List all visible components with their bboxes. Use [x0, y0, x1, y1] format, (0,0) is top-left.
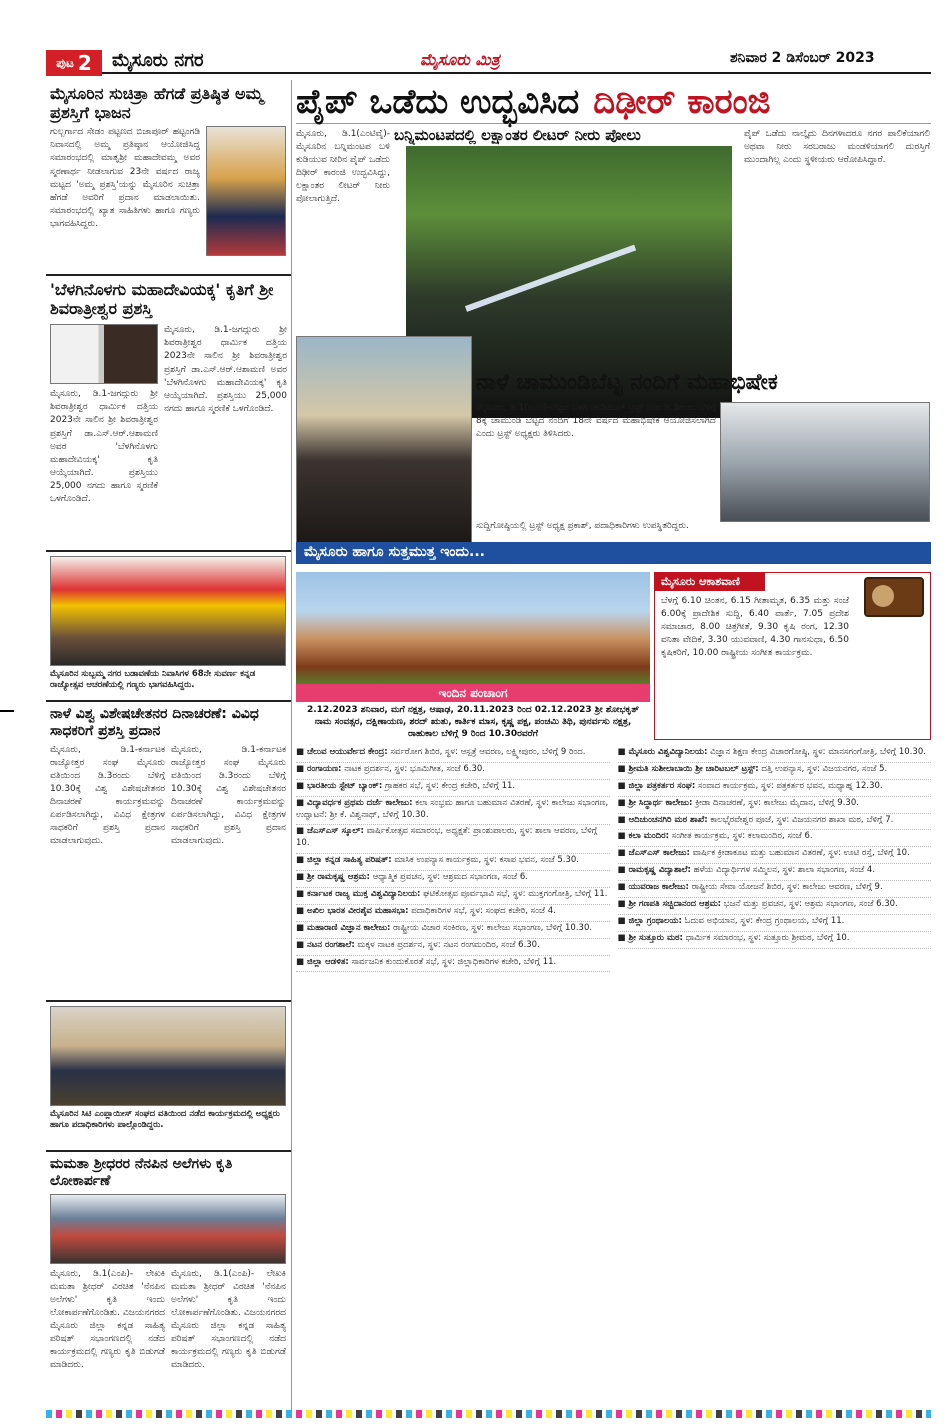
left-column — [46, 80, 292, 1410]
panchanga-text: 2.12.2023 ಶನಿವಾರ, ಮಗೆ ನಕ್ಷತ್ರ, ಆಷಾಢ, 20.11.2023 ರಿಂದ 02.12.2023 ಶ್ರೀ ಶೋಭಕೃತ್ ನಾಮ ಸಂವತ್ಸರ, ದಕ್ಷಿಣಾಯಣ, ಶರದ್ ಋತು, ಕಾರ್ತಿಕ ಮಾಸ, ಕೃಷ್ಣ ಪಕ್ಷ, ಪಂಚಮಿ ತಿಥಿ, ಪುನರ್ವಸು ನಕ್ಷತ್ರ, ರಾಹುಕಾಲ ಬೆಳಿಗ್ಗೆ 9 ರಿಂದ 10.30ರವರೆಗೆ — [306, 705, 640, 740]
event-organiser: ■ ಶ್ರೀಮತಿ ಸುಶೀಲಾಬಾಯಿ ಶ್ರೀ ಚಾರಿಟಬಲ್ ಟ್ರಸ್ಟ್: — [617, 763, 759, 774]
event-organiser: ■ ಶ್ರೀ ಸಿದ್ಧಾರ್ಥ ಕಾಲೇಜು: — [617, 797, 693, 808]
event-organiser: ■ ನಟನ ರಂಗಶಾಲೆ: — [296, 939, 355, 950]
story-book-release — [46, 1152, 291, 1412]
event-details: ಘಟಿಕೋತ್ಸವ ಪೂರ್ವಭಾವಿ ಸಭೆ, ಸ್ಥಳ: ಮುಕ್ತಗಂಗೋತ್ರಿ, ಬೆಳಿಗ್ಗೆ 11. — [423, 889, 608, 900]
event-item — [618, 915, 932, 932]
event-item — [296, 871, 610, 888]
event-details: ಮಾಸಿಕ ಉಪನ್ಯಾಸ ಕಾರ್ಯಕ್ರಮ, ಸ್ಥಳ: ಕಸಾಪ ಭವನ, ಸಂಜೆ 5.30. — [394, 855, 579, 866]
event-item — [618, 881, 932, 898]
story-body-continued: ಮೈಸೂರು, ಡಿ.1-ಜಗದ್ಗುರು ಶ್ರೀ ಶಿವರಾತ್ರೀಶ್ವರ ಧಾರ್ಮಿಕ ದತ್ತಿಯ 2023ನೇ ಸಾಲಿನ ಶ್ರೀ ಶಿವರಾತ್ರೀಶ್ವರ ಪ್ರಶಸ್ತಿಗೆ ಡಾ.ಎಸ್.ಆರ್.ಆಶಾಮಣಿ ಅವರ 'ಬೆಳಗಿನೊಳಗು ಮಹಾದೇವಿಯಕ್ಕ' ಕೃತಿ ಆಯ್ಕೆಯಾಗಿದೆ. ಪ್ರಶಸ್ತಿಯು 25,000 ನಗದು ಹಾಗೂ ಸ್ಮರಣಿಕೆ ಒಳಗೊಂಡಿದೆ. — [164, 325, 287, 414]
events-right-column — [618, 746, 932, 1396]
print-registration-strip — [46, 1410, 931, 1418]
lead-body: ಮೈಸೂರು, ಡಿ.1(ಎಂಟಿವೈ)- ಮೈಸೂರಿನ ಬನ್ನಿಮಂಟಪ ಬಳಿ ಕುಡಿಯುವ ನೀರಿನ ಪೈಪ್ ಒಡೆದು ದಿಢೀರ್ ಕಾರಂಜಿ ಉದ್ಭವಿಸಿದ್ದು, ಲಕ್ಷಾಂತರ ಲೀಟರ್ ನೀರು ಪೋಲಾಗುತ್ತಿದೆ. — [296, 129, 390, 205]
story-amma-award — [46, 80, 291, 276]
photo-caption: ಮೈಸೂರಿನ ಸಿಟಿ ಎಂಪ್ಲಾಯೀಸ್ ಸಂಘದ ವತಿಯಿಂದ ನಡೆದ ಕಾರ್ಯಕ್ರಮದಲ್ಲಿ ಅಧ್ಯಕ್ಷರು ಹಾಗೂ ಪದಾಧಿಕಾರಿಗಳು ಪಾಲ್ಗೊಂಡಿದ್ದರು. — [50, 1109, 280, 1131]
page-top-strip — [0, 0, 945, 6]
event-item — [296, 746, 610, 763]
event-details: ವಾರ್ಷಿಕೋತ್ಸವ ಸಮಾರಂಭ, ಅಧ್ಯಕ್ಷತೆ: ಪ್ರಾಂಶುಪಾಲರು, ಸ್ಥಳ: ಶಾಲಾ ಆವರಣ, ಬೆಳಿಗ್ಗೆ 10. — [296, 826, 598, 849]
event-details: ಪದಾಧಿಕಾರಿಗಳ ಸಭೆ, ಸ್ಥಳ: ಸಂಘದ ಕಚೇರಿ, ಸಂಜೆ 4. — [411, 905, 556, 916]
event-details: ವಾರ್ಷಿಕ ಕ್ರೀಡಾಕೂಟ ಮತ್ತು ಬಹುಮಾನ ವಿತರಣೆ, ಸ್ಥಳ: ಊಟಿ ರಸ್ತೆ, ಬೆಳಿಗ್ಗೆ 10. — [692, 848, 910, 859]
event-details: ವಿಜ್ಞಾನ ಶಿಕ್ಷಣ ಕೇಂದ್ರ ವಿಚಾರಗೋಷ್ಠಿ, ಸ್ಥಳ: ಮಾನಸಗಂಗೋತ್ರಿ, ಬೆಳಿಗ್ಗೆ 10.30. — [710, 747, 926, 757]
story-headline: 'ಬೆಳಗಿನೊಳಗು ಮಹಾದೇವಿಯಕ್ಕ' ಕೃತಿಗೆ ಶ್ರೀ ಶಿವರಾತ್ರೀಶ್ವರ ಪ್ರಶಸ್ತಿ — [50, 280, 274, 319]
book-release-photo — [50, 1194, 286, 1264]
event-item — [296, 780, 610, 797]
event-details: ದತ್ತಿ ಉಪನ್ಯಾಸ, ಸ್ಥಳ: ವಿಜಯನಗರ, ಸಂಜೆ 5. — [761, 763, 888, 774]
events-left-column — [296, 746, 610, 1396]
event-item — [296, 854, 610, 871]
photo-story-employees — [46, 1002, 291, 1152]
event-details: ಕ್ರೀಡಾ ದಿನಾಚರಣೆ, ಸ್ಥಳ: ಕಾಲೇಜು ಮೈದಾನ, ಬೆಳಿಗ್ಗೆ 9.30. — [695, 797, 859, 808]
event-item — [618, 932, 932, 949]
story-body: ಮೈಸೂರು, ಡಿ.1(ಎಂಪಿ)- ಲೇಖಕಿ ಮಮತಾ ಶ್ರೀಧರ್ ವಿರಚಿತ 'ನೆನಪಿನ ಅಲೆಗಳು' ಕೃತಿ ಇಂದು ಲೋಕಾರ್ಪಣೆಗೊಂಡಿತು. ವಿಜಯನಗರದ ಮೈಸೂರು ಜಿಲ್ಲಾ ಕನ್ನಡ ಸಾಹಿತ್ಯ ಪರಿಷತ್ ಸಭಾಂಗಣದಲ್ಲಿ ನಡೆದ ಕಾರ್ಯಕ್ರಮದಲ್ಲಿ ಗಣ್ಯರು ಕೃತಿ ಬಿಡುಗಡೆ ಮಾಡಿದರು. — [50, 1268, 165, 1370]
nandi-bottom-text: ಸುದ್ದಿಗೋಷ್ಠಿಯಲ್ಲಿ ಟ್ರಸ್ಟ್ ಅಧ್ಯಕ್ಷ ಪ್ರಕಾಶ್, ಪದಾಧಿಕಾರಿಗಳು ಉಪಸ್ಥಿತರಿದ್ದರು. — [476, 521, 689, 531]
section-title: ಮೈಸೂರು ನಗರ — [112, 50, 204, 71]
story-body: ಗುಲ್ಬರ್ಗಾದ ಸೇಡಂ ಪಟ್ಟಣದ ಬಿಜಾಪೂರ್ ಹಟ್ಟಂಗಡಿ ನಿವಾಸದಲ್ಲಿ ಅಮ್ಮ ಪ್ರತಿಷ್ಠಾನ ಆಯೋಜಿಸಿದ್ದ ಸಮಾರಂಭದಲ್ಲಿ ಮಾತೃಶ್ರೀ ಮಹಾದೇವಮ್ಮ ಅವರ ಸ್ಮರಣಾರ್ಥ ನೀಡಲಾಗುವ 23ನೇ ವರ್ಷದ ರಾಜ್ಯ ಮಟ್ಟದ 'ಅಮ್ಮ ಪ್ರಶಸ್ತಿ'ಯನ್ನು ಮೈಸೂರಿನ ಸುಚಿತ್ರಾ ಹೆಗಡೆ ಅವರಿಗೆ ಪ್ರದಾನ ಮಾಡಲಾಯಿತು. ಸಮಾರಂಭದಲ್ಲಿ ಖ್ಯಾತ ಸಾಹಿತಿಗಳು ಹಾಗೂ ಗಣ್ಯರು ಭಾಗವಹಿಸಿದ್ದರು. — [50, 127, 200, 229]
event-item — [296, 956, 610, 973]
story-shivaratri-award — [46, 276, 291, 552]
nandi-statue-photo — [296, 336, 472, 562]
event-organiser: ■ ಶ್ರೀ ಸುತ್ತೂರು ಮಠ: — [617, 932, 683, 943]
events-listing — [296, 746, 931, 1396]
event-item — [618, 763, 932, 780]
story-headline: ಮೈಸೂರಿನ ಸುಚಿತ್ರಾ ಹೆಗಡೆ ಪ್ರತಿಷ್ಠಿತ ಅಮ್ಮ ಪ್ರಶಸ್ತಿಗೆ ಭಾಜನ — [50, 84, 263, 123]
event-organiser: ■ ಜೆಎಸ್‌ಎಸ್ ಕಾಲೇಜು: — [617, 848, 690, 859]
event-organiser: ■ ಜಿಲ್ಲಾ ಕನ್ನಡ ಸಾಹಿತ್ಯ ಪರಿಷತ್: — [296, 855, 392, 866]
nandi-headline: ನಾಳೆ ಚಾಮುಂಡಿಬೆಟ್ಟ ನಂದಿಗೆ ಮಹಾಭಿಷೇಕ — [476, 370, 778, 395]
water-jet — [465, 245, 636, 312]
event-organiser: ■ ಶ್ರೀ ರಾಮಕೃಷ್ಣ ಆಶ್ರಮ: — [296, 872, 370, 883]
lead-subheadline: ಬನ್ನಿಮಂಟಪದಲ್ಲಿ ಲಕ್ಷಾಂತರ ಲೀಟರ್ ನೀರು ಪೋಲು — [394, 126, 641, 144]
event-details: ಕಲಾ ಸಂಭ್ರಮ ಹಾಗೂ ಬಹುಮಾನ ವಿತರಣೆ, ಸ್ಥಳ: ಕಾಲೇಜು ಸಭಾಂಗಣ, ಉದ್ಘಾಟನೆ: ಶ್ರೀ ಕೆ. ವಿಶ್ವನಾಥ್, ಬೆಳಿಗ್ಗೆ 10.30. — [296, 797, 609, 820]
event-details: ಓದುವ ಅಭಿಯಾನ, ಸ್ಥಳ: ಕೇಂದ್ರ ಗ್ರಂಥಾಲಯ, ಬೆಳಿಗ್ಗೆ 11. — [684, 915, 845, 926]
event-item — [618, 898, 932, 915]
event-details: ನಾಟಕ ಪ್ರದರ್ಶನ, ಸ್ಥಳ: ಭೂಮಿಗೀತ, ಸಂಜೆ 6.30. — [344, 763, 485, 774]
page-number: 2 — [77, 51, 92, 75]
rajyotsava-photo — [50, 556, 286, 666]
event-item — [296, 797, 610, 826]
story-disabled-day — [46, 702, 291, 1002]
event-item — [618, 746, 932, 763]
event-organiser: ■ ಜಿಲ್ಲಾ ಪತ್ರಕರ್ತರ ಸಂಘ: — [617, 780, 696, 791]
event-organiser: ■ ರಂಗಾಯಣ: — [296, 763, 342, 774]
event-details: ಕಾಲಭೈರವೇಶ್ವರ ಪೂಜೆ, ಸ್ಥಳ: ವಿಜಯನಗರ ಶಾಖಾ ಮಠ, ಬೆಳಿಗ್ಗೆ 7. — [710, 814, 894, 825]
event-organiser: ■ ಮೈಸೂರು ವಿಶ್ವವಿದ್ಯಾನಿಲಯ: — [617, 747, 708, 757]
nandi-bottom — [476, 520, 930, 542]
radio-schedule-box — [654, 572, 931, 740]
issue-date: ಶನಿವಾರ 2 ಡಿಸೆಂಬರ್ 2023 — [730, 50, 875, 66]
event-organiser: ■ ವಿದ್ಯಾವರ್ಧಕ ಪ್ರಥಮ ದರ್ಜೆ ಕಾಲೇಜು: — [296, 797, 413, 808]
story-body-continued: ಮೈಸೂರು, ಡಿ.1-ಕರ್ನಾಟಕ ರಾಜ್ಯೋತ್ತರ ಸಂಘ ಮೈಸೂರು ವತಿಯಿಂದ ಡಿ.3ರಂದು ಬೆಳಿಗ್ಗೆ 10.30ಕ್ಕೆ ವಿಶ್ವ ವಿಶೇಷಚೇತನರ ದಿನಾಚರಣೆ ಕಾರ್ಯಕ್ರಮವನ್ನು ಏರ್ಪಡಿಸಲಾಗಿದ್ದು, ವಿವಿಧ ಕ್ಷೇತ್ರಗಳ ಸಾಧಕರಿಗೆ ಪ್ರಶಸ್ತಿ ಪ್ರದಾನ ಮಾಡಲಾಗುವುದು. — [171, 744, 286, 846]
event-item — [618, 864, 932, 881]
event-organiser: ■ ಕಲಾ ಮಂದಿರ: — [617, 831, 670, 842]
today-band: ಮೈಸೂರು ಹಾಗೂ ಸುತ್ತಮುತ್ತ ಇಂದು... — [296, 542, 931, 564]
story-body: ಮೈಸೂರು, ಡಿ.1-ಕರ್ನಾಟಕ ರಾಜ್ಯೋತ್ತರ ಸಂಘ ಮೈಸೂರು ವತಿಯಿಂದ ಡಿ.3ರಂದು ಬೆಳಿಗ್ಗೆ 10.30ಕ್ಕೆ ವಿಶ್ವ ವಿಶೇಷಚೇತನರ ದಿನಾಚರಣೆ ಕಾರ್ಯಕ್ರಮವನ್ನು ಏರ್ಪಡಿಸಲಾಗಿದ್ದು, ವಿವಿಧ ಕ್ಷೇತ್ರಗಳ ಸಾಧಕರಿಗೆ ಪ್ರಶಸ್ತಿ ಪ್ರದಾನ ಮಾಡಲಾಗುವುದು. — [50, 744, 165, 846]
radio-title: ಮೈಸೂರು ಆಕಾಶವಾಣಿ — [655, 573, 765, 591]
event-organiser: ■ ಶ್ರೀ ಗಣಪತಿ ಸಚ್ಚಿದಾನಂದ ಆಶ್ರಮ: — [617, 899, 722, 910]
event-organiser: ■ ಭಾರತೀಯ ಸ್ಟೇಟ್ ಬ್ಯಾಂಕ್: — [296, 780, 383, 791]
event-details: ಧಾರ್ಮಿಕ ಸಮಾರಂಭ, ಸ್ಥಳ: ಸುತ್ತೂರು ಶ್ರೀಮಠ, ಬೆಳಿಗ್ಗೆ 10. — [685, 932, 850, 943]
page-label: ಪುಟ — [56, 55, 74, 70]
event-item — [618, 847, 932, 864]
event-details: ಆಧ್ಯಾತ್ಮಿಕ ಪ್ರವಚನ, ಸ್ಥಳ: ಆಶ್ರಮದ ಸಭಾಂಗಣ, ಸಂಜೆ 6. — [372, 872, 528, 883]
radio-icon — [864, 577, 924, 617]
event-details: ರಾಷ್ಟ್ರೀಯ ಸೇವಾ ಯೋಜನೆ ಶಿಬಿರ, ಸ್ಥಳ: ಕಾಲೇಜು ಆವರಣ, ಬೆಳಿಗ್ಗೆ 9. — [691, 882, 883, 893]
event-item — [618, 797, 932, 814]
event-organiser: ■ ಯುವರಾಜ ಕಾಲೇಜು: — [617, 882, 689, 893]
panchanga-title: ಇಂದಿನ ಪಂಚಾಂಗ — [296, 684, 650, 702]
event-details: ರಾಷ್ಟ್ರೀಯ ವಿಚಾರ ಸಂಕಿರಣ, ಸ್ಥಳ: ಕಾಲೇಜು ಸಭಾಂಗಣ, ಬೆಳಿಗ್ಗೆ 10.30. — [393, 922, 593, 933]
story-body-continued: ಮೈಸೂರು, ಡಿ.1(ಎಂಪಿ)- ಲೇಖಕಿ ಮಮತಾ ಶ್ರೀಧರ್ ವಿರಚಿತ 'ನೆನಪಿನ ಅಲೆಗಳು' ಕೃತಿ ಇಂದು ಲೋಕಾರ್ಪಣೆಗೊಂಡಿತು. ವಿಜಯನಗರದ ಮೈಸೂರು ಜಿಲ್ಲಾ ಕನ್ನಡ ಸಾಹಿತ್ಯ ಪರಿಷತ್ ಸಭಾಂಗಣದಲ್ಲಿ ನಡೆದ ಕಾರ್ಯಕ್ರಮದಲ್ಲಿ ಗಣ್ಯರು ಕೃತಿ ಬಿಡುಗಡೆ ಮಾಡಿದರು. — [171, 1268, 286, 1370]
event-details: ಮಕ್ಕಳ ನಾಟಕ ಪ್ರದರ್ಶನ, ಸ್ಥಳ: ನಟನ ರಂಗಮಂದಿರ, ಸಂಜೆ 6.30. — [357, 939, 540, 950]
event-item — [296, 905, 610, 922]
event-details: ಹಳೆಯ ವಿದ್ಯಾರ್ಥಿಗಳ ಸಮ್ಮಿಲನ, ಸ್ಥಳ: ಶಾಲಾ ಸಭಾಂಗಣ, ಸಂಜೆ 4. — [693, 865, 876, 876]
award-photo — [206, 126, 286, 256]
nandi-body — [476, 402, 716, 532]
nandi-body-text: ಮೈಸೂರು, ಡಿ.1(ಪಿಎಂ)-ಬೆಟ್ಟದ ಬಳಗ ಚಾರಿಟಬಲ್ ಟ್ರಸ್ಟ್ ನಿಂದ ಡಿ.3ರಂದು ಬೆಳಿಗ್ಗೆ 8ಕ್ಕೆ ಚಾಮುಂಡಿ ಬೆಟ್ಟದ ನಂದಿಗೆ 18ನೇ ವರ್ಷದ ಮಹಾಭಿಷೇಕ ಆಯೋಜಿಸಲಾಗಿದೆ ಎಂದು ಟ್ರಸ್ಟ್ ಅಧ್ಯಕ್ಷರು ತಿಳಿಸಿದರು. — [476, 403, 716, 440]
event-organiser: ■ ಚೆಲುವ ಆಯುರ್ವೇದ ಕೇಂದ್ರ: — [296, 747, 388, 757]
event-item — [296, 939, 610, 956]
event-details: ಗ್ರಾಹಕರ ಸಭೆ, ಸ್ಥಳ: ಕೇಂದ್ರ ಕಚೇರಿ, ಬೆಳಿಗ್ಗೆ 11. — [384, 780, 516, 791]
photo-story-rajyotsava — [46, 552, 291, 702]
event-organiser: ■ ಜಿಲ್ಲಾ ಆಡಳಿತ: — [296, 956, 349, 967]
lead-headline-part1: ಪೈಪ್ ಒಡೆದು ಉದ್ಭವಿಸಿದ — [296, 81, 580, 122]
mysore-palace-photo — [296, 572, 650, 684]
event-organiser: ■ ಆದಿಚುಂಚನಗಿರಿ ಮಠ ಶಾಖೆ: — [617, 814, 708, 825]
event-item — [296, 763, 610, 780]
event-organiser: ■ ರಾಮಕೃಷ್ಣ ವಿದ್ಯಾಶಾಲೆ: — [617, 865, 691, 876]
main-area — [296, 80, 931, 1410]
photo-caption: ಮೈಸೂರಿನ ಸುಬ್ಬಮ್ಮ ನಗರ ಬಡಾವಣೆಯ ನಿವಾಸಿಗಳ 68ನೇ ಸುವರ್ಣ ಕನ್ನಡ ರಾಜ್ಯೋತ್ಸವ ಆಚರಣೆಯಲ್ಲಿ ಗಣ್ಯರು ಭಾಗವಹಿಸಿದ್ದರು. — [50, 669, 256, 691]
event-organiser: ■ ಜಿಲ್ಲಾ ಗ್ರಂಥಾಲಯ: — [617, 915, 682, 926]
event-organiser: ■ ಅಖಿಲ ಭಾರತ ವೀರಶೈವ ಮಹಾಸಭಾ: — [296, 905, 409, 916]
employees-photo — [50, 1006, 286, 1106]
page-badge — [46, 50, 102, 76]
author-photo — [50, 324, 158, 384]
event-details: ಸರ್ವರೋಗ ಶಿಬಿರ, ಸ್ಥಳ: ಆಸ್ಪತ್ರೆ ಆವರಣ, ಲಕ್ಷ್ಮೀಪುರಂ, ಬೆಳಿಗ್ಗೆ 9 ರಿಂದ. — [390, 747, 586, 757]
event-details: ಭಜನೆ ಮತ್ತು ಪ್ರವಚನ, ಸ್ಥಳ: ಆಶ್ರಮ ಸಭಾಂಗಣ, ಸಂಜೆ 6.30. — [723, 899, 898, 910]
event-organiser: ■ ಜೆಎಸ್‌ಎಸ್ ಸ್ಕೂಲ್: — [296, 826, 364, 837]
event-details: ಸಂವಾದ ಕಾರ್ಯಕ್ರಮ, ಸ್ಥಳ: ಪತ್ರಕರ್ತರ ಭವನ, ಮಧ್ಯಾಹ್ನ 12.30. — [697, 780, 883, 791]
press-meet-photo — [720, 402, 930, 522]
event-item — [618, 780, 932, 797]
event-item — [296, 922, 610, 939]
event-details: ಸಾರ್ವಜನಿಕ ಕುಂದುಕೊರತೆ ಸಭೆ, ಸ್ಥಳ: ಜಿಲ್ಲಾಧಿಕಾರಿಗಳ ಕಚೇರಿ, ಬೆಳಿಗ್ಗೆ 11. — [351, 956, 557, 967]
event-organiser: ■ ಮಹಾರಾಣಿ ವಿಜ್ಞಾನ ಕಾಲೇಜು: — [296, 922, 391, 933]
event-item — [618, 830, 932, 847]
radio-text: ಬೆಳಗ್ಗೆ 6.10 ಚಿಂತನ, 6.15 ಗೀತಾಮೃತ, 6.35 ಮತ್ತು ಸಂಜೆ 6.00ಕ್ಕೆ ಪ್ರಾದೇಶಿಕ ಸುದ್ದಿ, 6.40 ವಾರ್ತೆ, 7.05 ಪ್ರದೇಶ ಸಮಾಚಾರ, 8.00 ಚಿತ್ರಗೀತೆ, 9.30 ಕೃಷಿ ರಂಗ, 12.30 ವನಿತಾ ವೇದಿಕೆ, 3.30 ಯುವವಾಣಿ, 4.30 ಗಾನಸುಧಾ, 6.50 ಕೃಷಿಕರಿಗೆ, 10.00 ರಾಷ್ಟ್ರೀಯ ಸಂಗೀತ ಕಾರ್ಯಕ್ರಮ. — [661, 596, 849, 659]
event-details: ಸಂಗೀತ ಕಾರ್ಯಕ್ರಮ, ಸ್ಥಳ: ಕಲಾಮಂದಿರ, ಸಂಜೆ 6. — [671, 831, 813, 842]
story-headline: ನಾಳೆ ವಿಶ್ವ ವಿಶೇಷಚೇತನರ ದಿನಾಚರಣೆ: ವಿವಿಧ ಸಾಧಕರಿಗೆ ಪ್ರಶಸ್ತಿ ಪ್ರದಾನ — [50, 706, 259, 739]
story-headline: ಮಮತಾ ಶ್ರೀಧರರ ನೆನಪಿನ ಅಲೆಗಳು ಕೃತಿ ಲೋಕಾರ್ಪಣೆ — [50, 1156, 233, 1189]
lead-headline — [296, 80, 931, 124]
event-item — [296, 888, 610, 905]
event-item — [296, 825, 610, 854]
story-body: ಮೈಸೂರು, ಡಿ.1-ಜಗದ್ಗುರು ಶ್ರೀ ಶಿವರಾತ್ರೀಶ್ವರ ಧಾರ್ಮಿಕ ದತ್ತಿಯ 2023ನೇ ಸಾಲಿನ ಶ್ರೀ ಶಿವರಾತ್ರೀಶ್ವರ ಪ್ರಶಸ್ತಿಗೆ ಡಾ.ಎಸ್.ಆರ್.ಆಶಾಮಣಿ ಅವರ 'ಬೆಳಗಿನೊಳಗು ಮಹಾದೇವಿಯಕ್ಕ' ಕೃತಿ ಆಯ್ಕೆಯಾಗಿದೆ. ಪ್ರಶಸ್ತಿಯು 25,000 ನಗದು ಹಾಗೂ ಸ್ಮರಣಿಕೆ ಒಳಗೊಂಡಿದೆ. — [50, 389, 158, 504]
event-item — [618, 814, 932, 831]
newspaper-brand: ಮೈಸೂರು ಮಿತ್ರ — [420, 50, 500, 69]
lead-body-right: ಪೈಪ್ ಒಡೆದು ನಾಲ್ಕೈದು ದಿನಗಳಾದರೂ ನಗರ ಪಾಲಿಕೆಯಾಗಲಿ ಅಥವಾ ನೀರು ಸರಬರಾಜು ಮಂಡಳಿಯಾಗಲಿ ದುರಸ್ತಿಗೆ ಮುಂದಾಗಿಲ್ಲ ಎಂದು ಸ್ಥಳೀಯರು ಆರೋಪಿಸಿದ್ದಾರೆ. — [744, 129, 930, 166]
lead-headline-part2: ದಿಢೀರ್ ಕಾರಂಜಿ — [593, 81, 771, 122]
margin-mark — [0, 710, 14, 712]
event-organiser: ■ ಕರ್ನಾಟಕ ರಾಜ್ಯ ಮುಕ್ತ ವಿಶ್ವವಿದ್ಯಾನಿಲಯ: — [296, 889, 421, 900]
